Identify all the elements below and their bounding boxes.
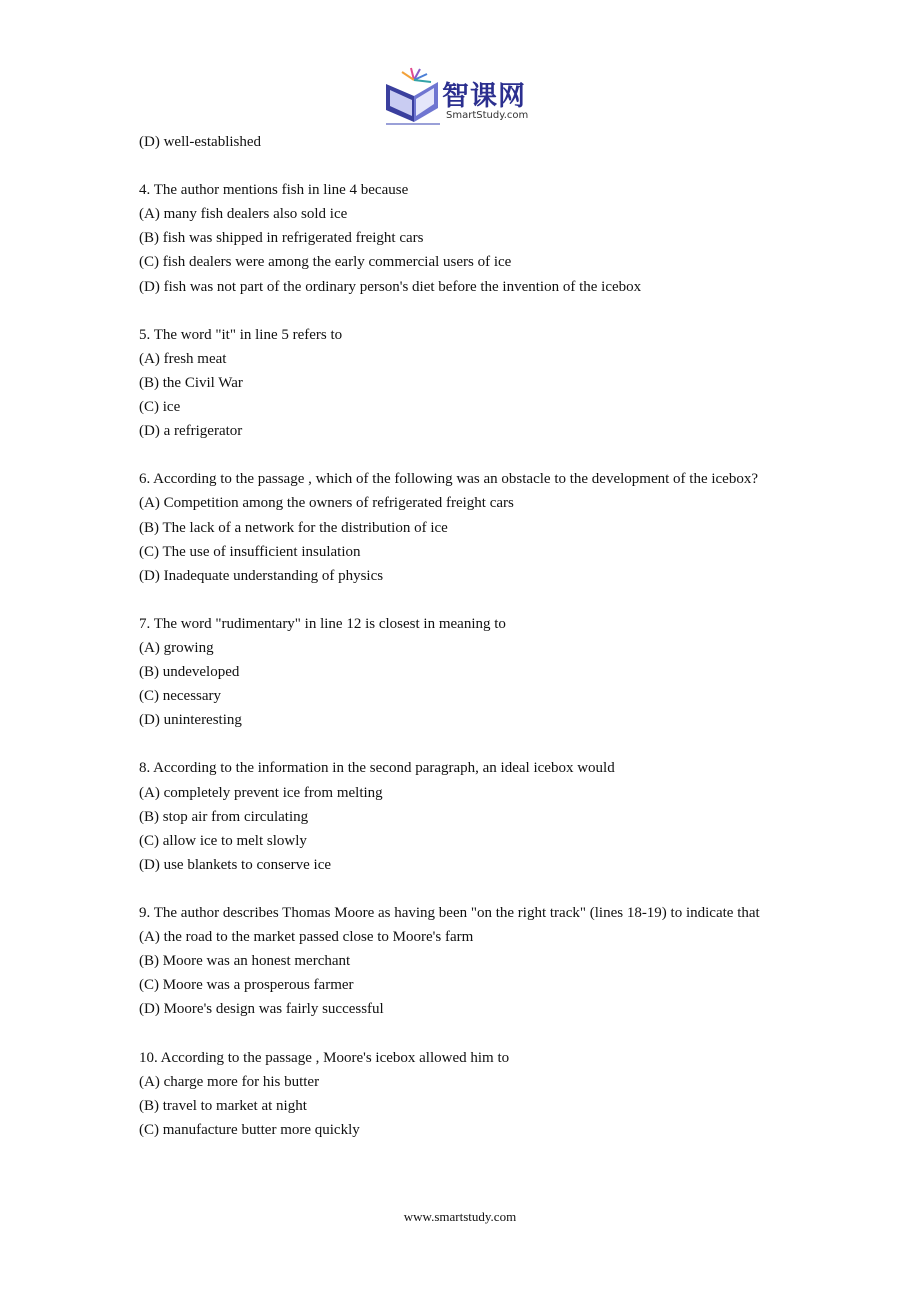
answer-option: (D) use blankets to conserve ice — [139, 856, 332, 873]
question-stem: 4. The author mentions fish in line 4 because — [139, 182, 409, 199]
answer-option: (C) necessary — [139, 688, 222, 705]
answer-option: (C) Moore was a prosperous farmer — [139, 977, 354, 994]
answer-option: (D) fish was not part of the ordinary person's diet before the invention of the icebox — [139, 278, 642, 295]
answer-option: (B) The lack of a network for the distribution of ice — [139, 519, 448, 536]
logo-english-text: SmartStudy.com — [446, 110, 529, 121]
answer-option: (D) Moore's design was fairly successful — [139, 1001, 384, 1018]
answer-option: (A) the road to the market passed close to Moore's farm — [139, 929, 474, 946]
answer-option: (A) many fish dealers also sold ice — [139, 206, 348, 223]
logo-chinese-text: 智课网 — [442, 81, 526, 112]
answer-option: (B) undeveloped — [139, 664, 240, 681]
question-stem: 10. According to the passage , Moore's icebox allowed him to — [139, 1049, 510, 1066]
question-stem: 6. According to the passage , which of the following was an obstacle to the development of the icebox? — [139, 471, 758, 488]
answer-option: (B) travel to market at night — [139, 1097, 307, 1114]
answer-option: (A) Competition among the owners of refrigerated freight cars — [139, 495, 514, 512]
question-content — [139, 130, 781, 1142]
answer-option: (B) the Civil War — [139, 374, 243, 391]
footer-url: www.smartstudy.com — [403, 1209, 517, 1224]
smartstudy-logo — [384, 66, 544, 128]
book-logo-icon — [384, 66, 444, 128]
answer-option: (C) manufacture butter more quickly — [139, 1121, 360, 1138]
question-stem: 7. The word "rudimentary" in line 12 is closest in meaning to — [139, 615, 506, 632]
answer-option: (D) uninteresting — [139, 712, 242, 729]
answer-option: (A) charge more for his butter — [139, 1073, 320, 1090]
question-10 — [139, 1046, 781, 1142]
question-8 — [139, 756, 781, 876]
question-stem: 9. The author describes Thomas Moore as having been "on the right track" (lines 18-19) to indicate that — [139, 905, 760, 921]
question-6 — [139, 467, 781, 587]
answer-option: (C) allow ice to melt slowly — [139, 832, 307, 849]
answer-option: (C) The use of insufficient insulation — [139, 543, 361, 560]
top-option: (D) well-established — [139, 134, 262, 150]
answer-option: (B) Moore was an honest merchant — [139, 953, 351, 970]
answer-option: (B) fish was shipped in refrigerated freight cars — [139, 230, 424, 247]
answer-option: (C) ice — [139, 399, 181, 416]
answer-option: (D) Inadequate understanding of physics — [139, 567, 384, 584]
question-7 — [139, 612, 781, 732]
answer-option: (D) a refrigerator — [139, 423, 243, 440]
question-stem: 5. The word "it" in line 5 refers to — [139, 326, 343, 343]
answer-option: (A) completely prevent ice from melting — [139, 784, 383, 801]
answer-option: (A) growing — [139, 639, 214, 656]
question-4 — [139, 178, 781, 298]
answer-option: (C) fish dealers were among the early commercial users of ice — [139, 254, 512, 271]
question-5 — [139, 323, 781, 443]
question-9 — [139, 901, 781, 1021]
question-stem: 8. According to the information in the second paragraph, an ideal icebox would — [139, 760, 615, 777]
answer-option: (B) stop air from circulating — [139, 808, 309, 825]
answer-option: (A) fresh meat — [139, 350, 227, 367]
